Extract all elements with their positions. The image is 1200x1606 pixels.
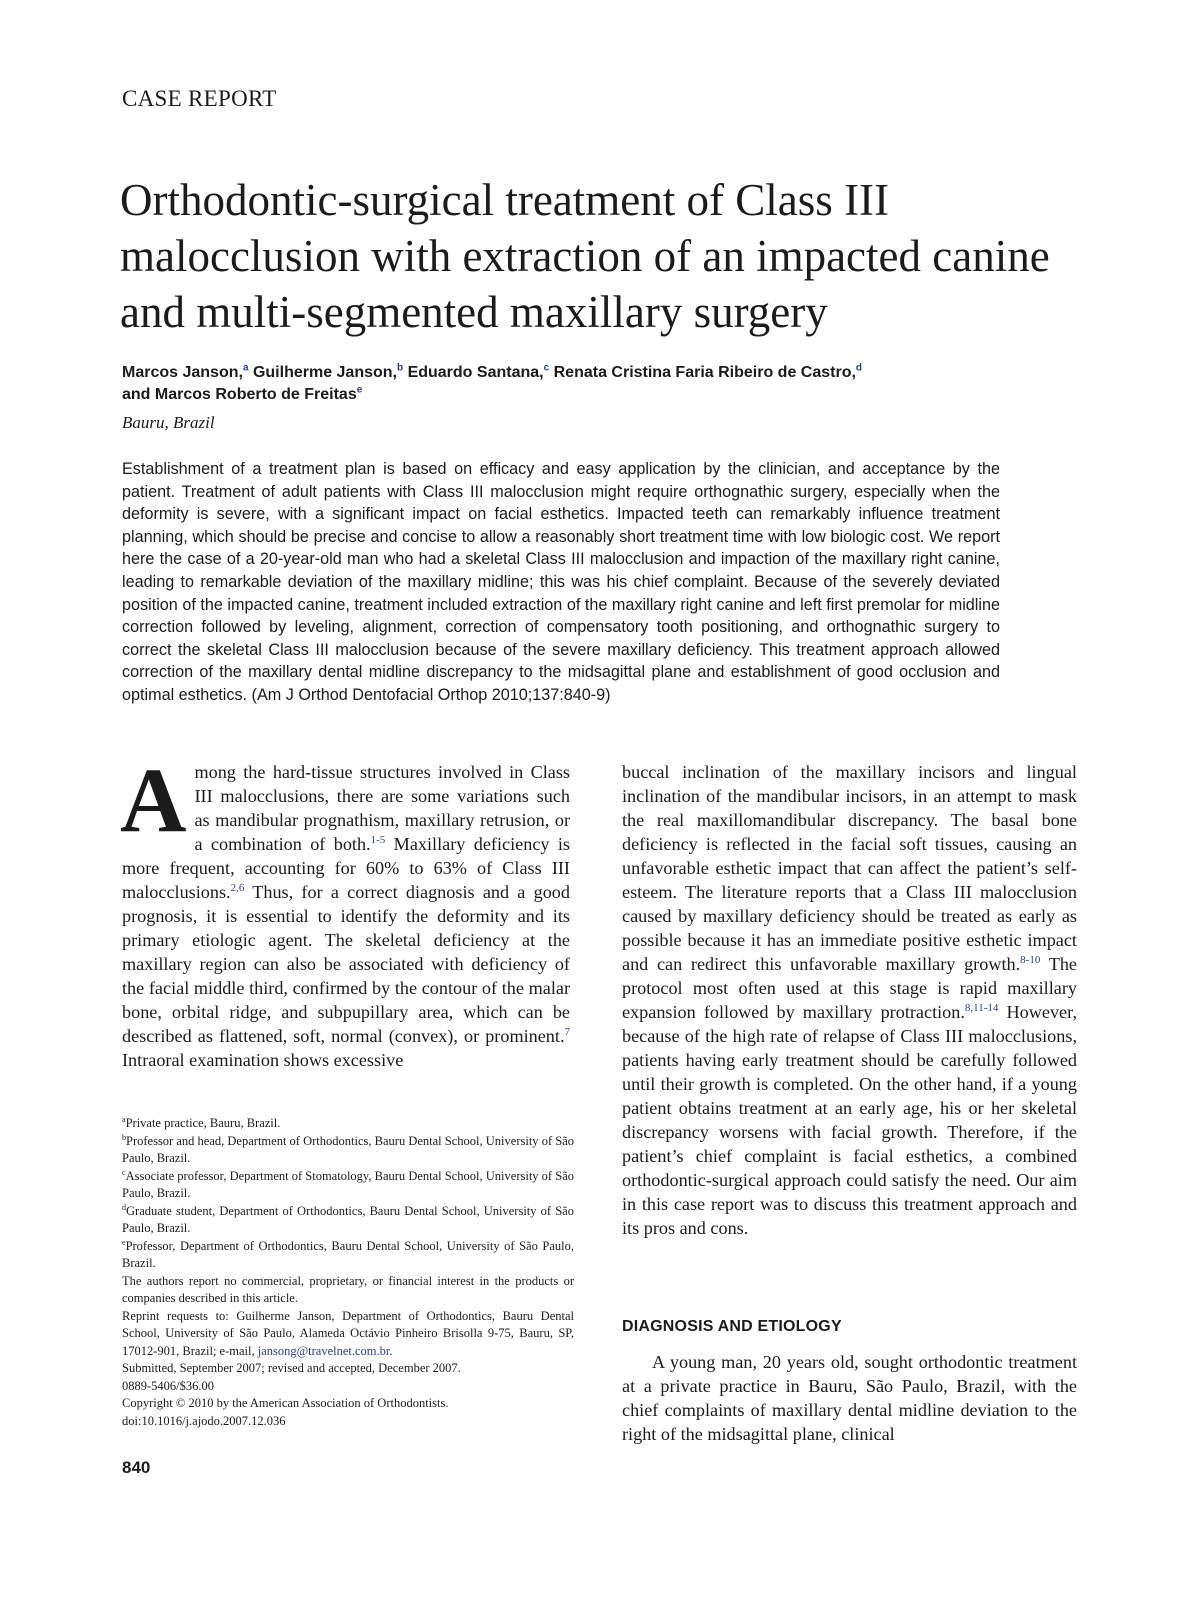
affiliation-footnote: $^d$Graduate student, Department of Orthodontics, Bauru Dental School, University of São Paulo, Brazil.: [122, 1202, 574, 1235]
copyright: Copyright © 2010 by the American Association of Orthodontists.: [122, 1396, 449, 1410]
body-text: The protocol most often used at this stage is rapid maxillary expansion followed by maxillary protraction.: [622, 954, 1077, 1022]
abstract: Establishment of a treatment plan is based on efficacy and easy application by the clinician, and acceptance by the patient. Treatment of adult patients with Class III malocclusion might require orthognathic surgery, especially when the deformity is severe, with a significant impact on facial esthetics. Impacted teeth can remarkably influence treatment planning, which should be precise and concise to allow a reasonably short treatment time with low biologic cost. We report here the case of a 20-year-old man who had a skeletal Class III malocclusion and impaction of the maxillary right canine, leading to remarkable deviation of the maxillary midline; this was his chief complaint. Because of the severely deviated position of the impacted canine, treatment included extraction of the maxillary right canine and left first premolar for midline correction followed by leveling, alignment, correction of compensatory tooth positioning, and orthognathic surgery to correct the skeletal Class III malocclusion because of the severe maxillary deficiency. This treatment approach allowed correction of the maxillary dental midline discrepancy to the midsagittal plane and establishment of good occlusion and optimal esthetics. (Am J Orthod Dentofacial Orthop 2010;137:840-9): [122, 460, 1000, 704]
author-list: [122, 362, 1082, 406]
affiliation-mark[interactable]: a: [242, 362, 249, 374]
doi[interactable]: doi:10.1016/j.ajodo.2007.12.036: [122, 1413, 286, 1428]
citation-ref[interactable]: 1-5: [370, 833, 386, 846]
affiliation-footnote: $^c$Associate professor, Department of Stomatology, Bauru Dental School, University of São Paulo, Brazil.: [122, 1167, 574, 1200]
body-text: However, because of the high rate of relapse of Class III malocclusions, patients having early treatment should be carefully followed until their growth is completed. On the other hand, if a young patient obtains treatment at an early age, his or her skeletal discrepancy worsens with facial growth. Therefore, if the patient’s chief complaint is facial esthetics, a combined orthodontic-surgical approach could satisfy the need. Our aim in this case report was to discuss this treatment approach and its pros and cons.: [622, 1002, 1077, 1238]
disclosure-note: The authors report no commercial, proprietary, or financial interest in the products or companies described in this article.: [122, 1273, 574, 1305]
citation-ref[interactable]: 8,11-14: [964, 1001, 999, 1014]
article-title: Orthodontic-surgical treatment of Class III malocclusion with extraction of an impacted canine and multi-segmented maxillary surgery: [120, 175, 1050, 337]
affiliation-mark[interactable]: e: [356, 384, 363, 396]
submission-dates: Submitted, September 2007; revised and accepted, December 2007.: [122, 1361, 461, 1375]
body-text: Intraoral examination shows excessive: [122, 1050, 404, 1070]
body-paragraph: [622, 760, 1077, 1240]
email-link[interactable]: jansong@travelnet.com.br: [257, 1343, 390, 1358]
body-text: buccal inclination of the maxillary incisors and lingual inclination of the mandibular incisors, in an attempt to mask the real maxillomandibular discrepancy. The basal bone deficiency is reflected in the facial soft tissues, causing an unfavorable esthetic impact that can affect the patient’s self-esteem. The literature reports that a Class III malocclusion caused by maxillary deficiency should be treated as early as possible because it has an immediate positive esthetic impact and can redirect this unfavorable maxillary growth.: [622, 762, 1077, 974]
diagnosis-paragraph: A young man, 20 years old, sought orthodontic treatment at a private practice in Bauru, São Paulo, Brazil, with the chief complaints of maxillary dental midline deviation to the right of the midsagittal plane, clinical: [622, 1352, 1077, 1444]
author-name: and Marcos Roberto de Freitas: [122, 386, 357, 403]
issn: 0889-5406/$36.00: [122, 1378, 215, 1393]
body-column-right: [622, 760, 1077, 1240]
author-name: Guilherme Janson,: [252, 364, 397, 381]
section-heading: DIAGNOSIS AND ETIOLOGY: [622, 1318, 842, 1335]
affiliation-mark[interactable]: d: [855, 362, 863, 374]
page-number: 840: [122, 1458, 151, 1477]
affiliation-footnote: $^b$Professor and head, Department of Orthodontics, Bauru Dental School, University of São Paulo, Brazil.: [122, 1132, 574, 1165]
body-column-left: [120, 749, 570, 1072]
citation-ref[interactable]: 8-10: [1020, 953, 1041, 966]
body-text: Thus, for a correct diagnosis and a good prognosis, it is essential to identify the deformity and its primary etiologic agent. The skeletal deficiency at the maxillary region can also be associated with deficiency of the facial middle third, confirmed by the contour of the malar bone, orbital ridge, and subpupillary area, which can be described as flattened, soft, normal (convex), or prominent.: [122, 882, 570, 1046]
affiliation-mark[interactable]: b: [397, 362, 404, 374]
drop-cap: A: [120, 749, 187, 851]
affiliation-mark[interactable]: c: [543, 362, 550, 374]
author-name: Eduardo Santana,: [407, 364, 544, 381]
affiliation-footnote: $^a$Private practice, Bauru, Brazil.: [122, 1114, 281, 1130]
author-name: Renata Cristina Faria Ribeiro de Castro,: [553, 364, 856, 381]
affiliation-footnote: $^e$Professor, Department of Orthodontics, Bauru Dental School, University of São Paulo, Brazil.: [122, 1237, 574, 1270]
author-location: Bauru, Brazil: [122, 413, 215, 432]
body-text: mong the hard-tissue structures involved in Class III malocclusions, there are some variations such as mandibular prognathism, maxillary retrusion, or a combination of both.: [194, 762, 570, 854]
citation-ref[interactable]: 2,6: [230, 881, 245, 894]
citation-ref[interactable]: 7: [564, 1025, 570, 1038]
section-label: CASE REPORT: [122, 86, 277, 111]
author-name: Marcos Janson,: [122, 364, 243, 381]
footnotes: [122, 1115, 574, 1430]
intro-paragraph: [120, 749, 570, 1072]
reprint-request: Reprint requests to: Guilherme Janson, Department of Orthodontics, Bauru Dental School, University of São Paulo, Alameda Octávio Pinheiro Brisolla 9-75, Bauru, SP, 17012-901, Brazil; e-mail, jansong@travelnet.com.br.: [122, 1308, 574, 1358]
body-text: Maxillary deficiency is more frequent, accounting for 60% to 63% of Class III malocclusions.: [122, 834, 570, 902]
